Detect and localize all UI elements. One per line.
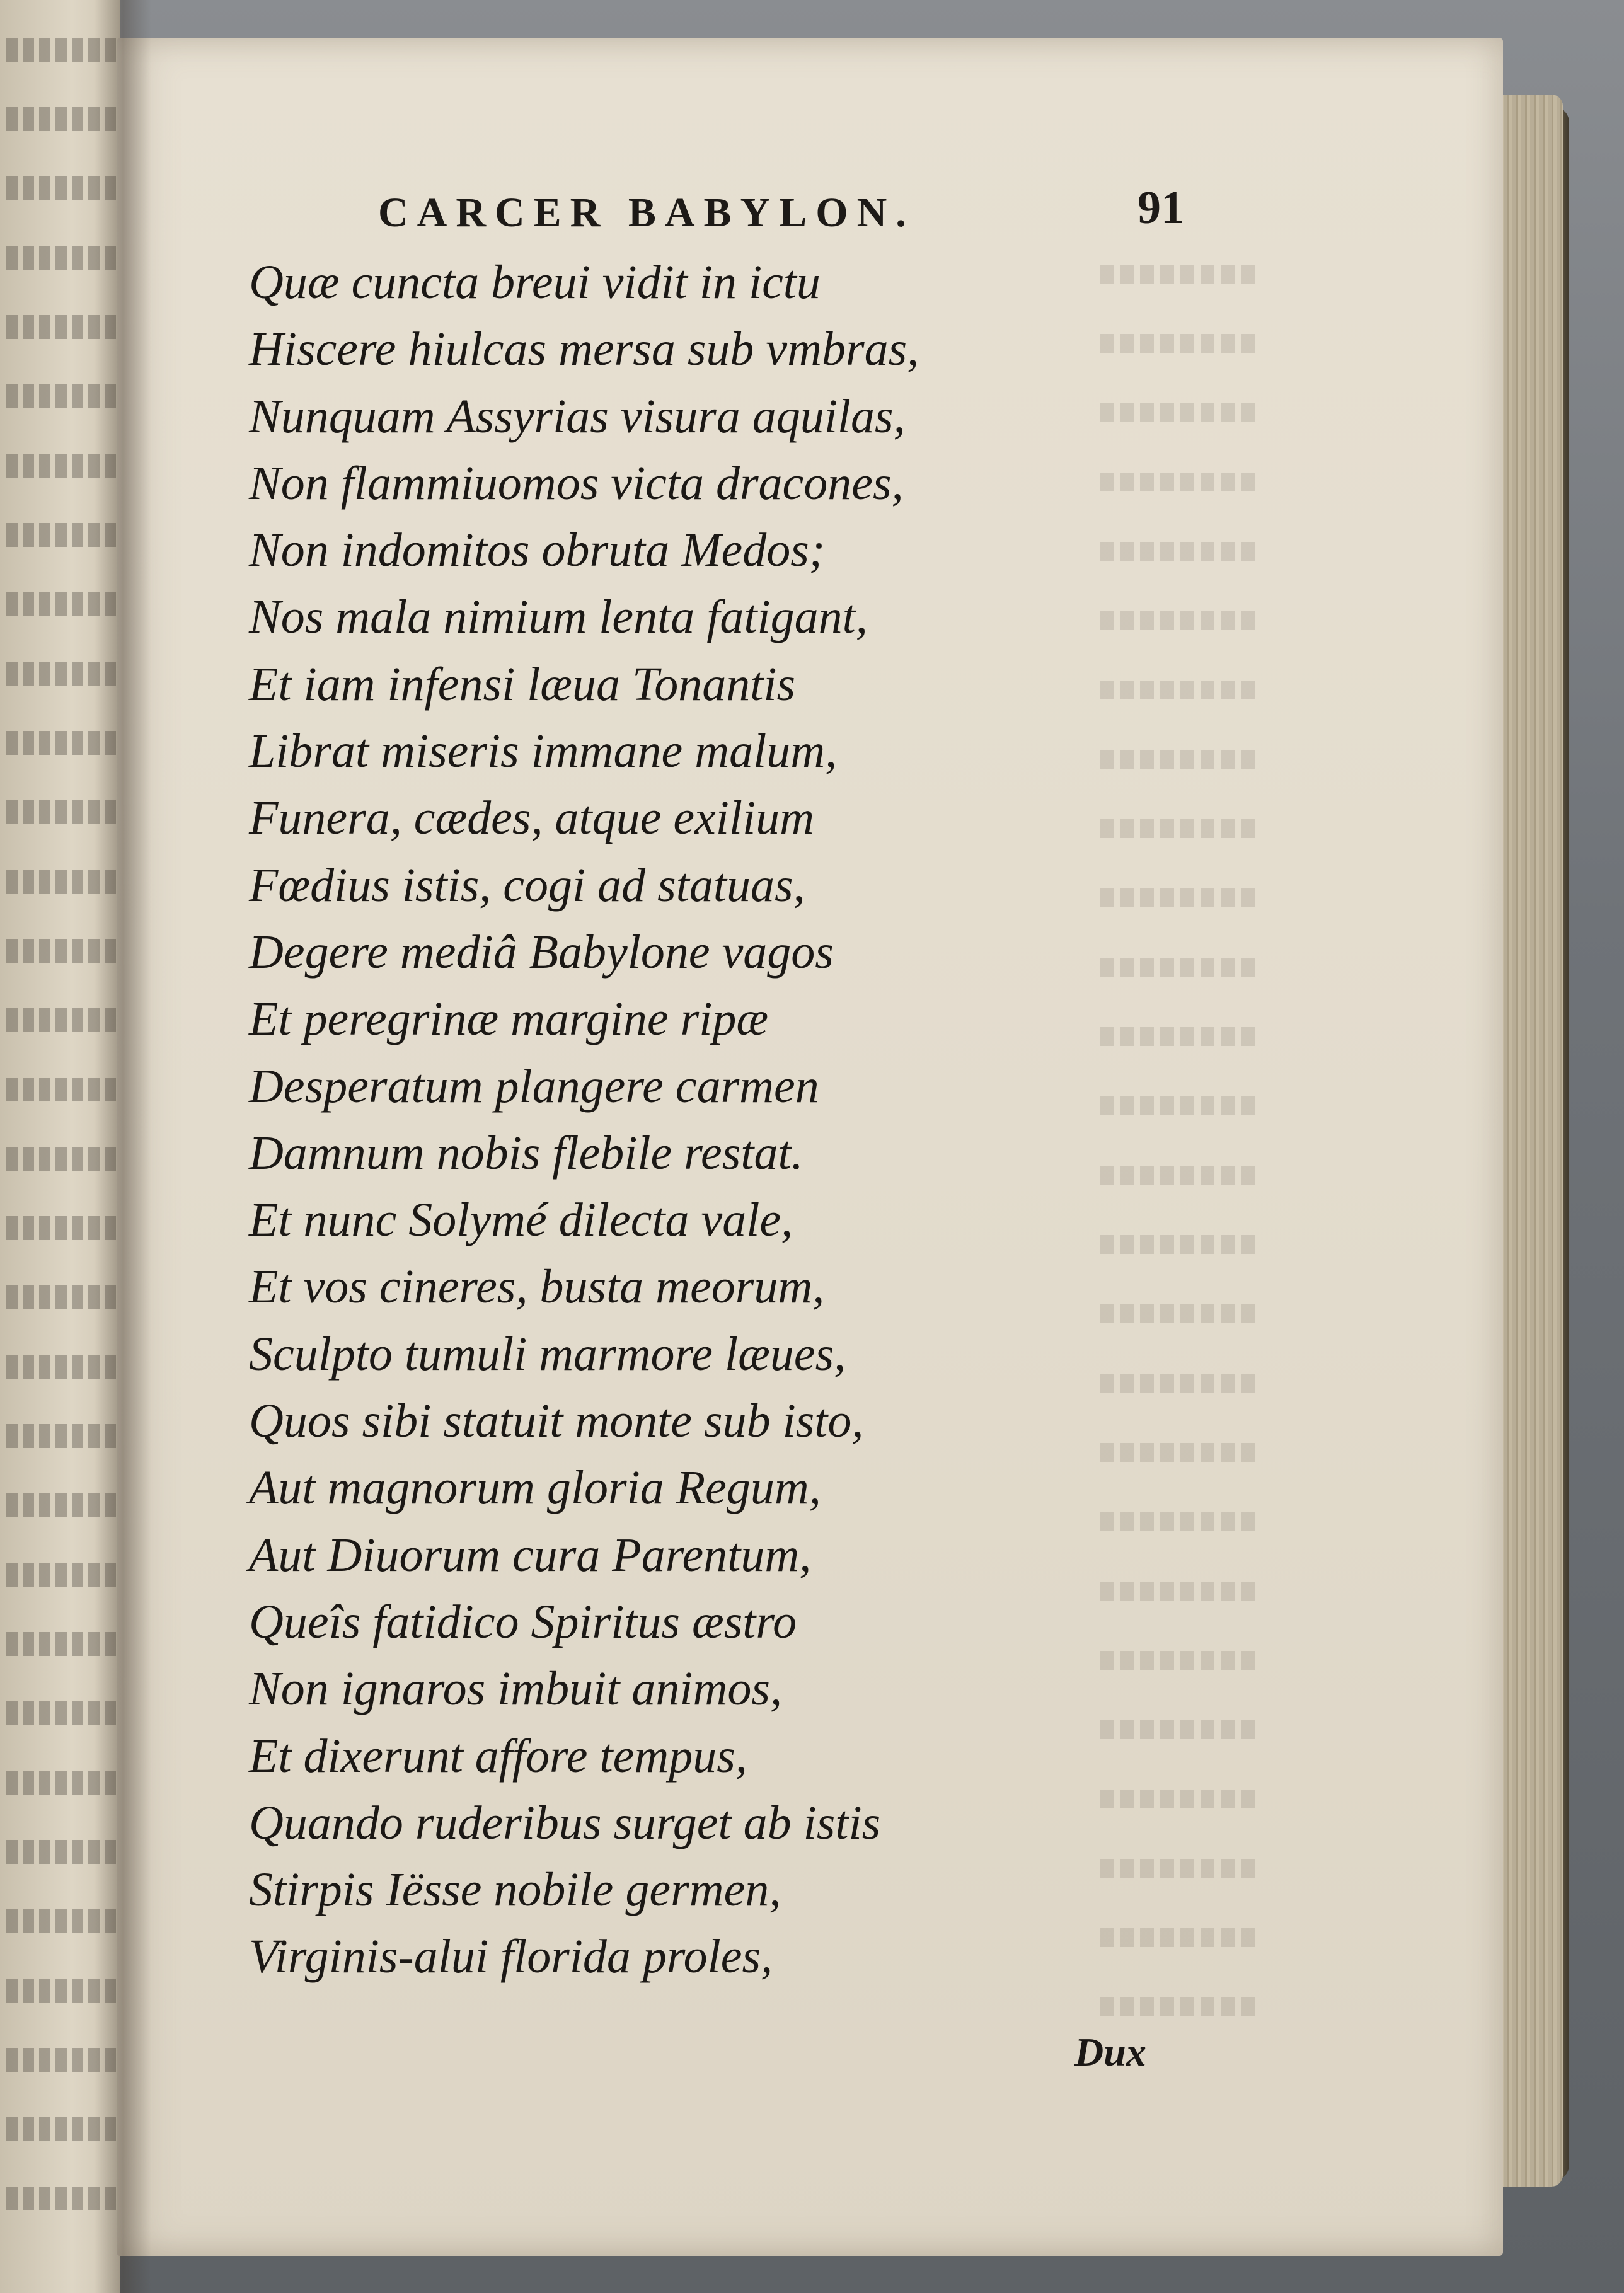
verse-line: Non ignaros imbuit animos, xyxy=(249,1662,782,1716)
verse-line: Et nunc Solymé dilecta vale, xyxy=(249,1193,793,1247)
catchword: Dux xyxy=(1074,2030,1146,2074)
verse-list xyxy=(249,249,1352,1991)
verse-line: Queîs fatidico Spiritus æstro xyxy=(249,1595,797,1648)
verse-line: Aut magnorum gloria Regum, xyxy=(249,1461,821,1515)
verse-line: Aut Diuorum cura Parentum, xyxy=(249,1528,812,1582)
verse-line: Funera, cædes, atque exilium xyxy=(249,791,815,845)
verse-line: Nunquam Assyrias visura aquilas, xyxy=(249,389,906,443)
verse-line: Quando ruderibus surget ab istis xyxy=(249,1796,881,1849)
verse-line: Non flammiuomos victa dracones, xyxy=(249,456,904,510)
show-through-text xyxy=(1100,1997,1257,2016)
verse-line: Et iam infensi læua Tonantis xyxy=(249,657,796,711)
verse-line: Et peregrinæ margine ripæ xyxy=(249,992,769,1046)
verse-line: Quæ cuncta breui vidit in ictu xyxy=(249,256,821,309)
running-head: CARCER BABYLON. xyxy=(378,190,915,236)
verse-line: Damnum nobis flebile restat. xyxy=(249,1126,803,1180)
verse-line: Nos mala nimium lenta fatigant, xyxy=(249,590,868,644)
verse-line: Et dixerunt affore tempus, xyxy=(249,1729,747,1783)
verse-line: Virginis-alui florida proles, xyxy=(249,1930,773,1984)
verse-line: Et vos cineres, busta meorum, xyxy=(249,1260,825,1314)
verse-line: Hiscere hiulcas mersa sub vmbras, xyxy=(249,323,919,376)
verse-line: Fœdius istis, cogi ad statuas, xyxy=(249,858,805,912)
verse-line: Quos sibi statuit monte sub isto, xyxy=(249,1394,864,1448)
verse-line: Desperatum plangere carmen xyxy=(249,1059,819,1113)
verse-line: Sculpto tumuli marmore læues, xyxy=(249,1327,846,1381)
gutter-shadow xyxy=(95,0,151,2293)
verse-line: Degere mediâ Babylone vagos xyxy=(249,925,834,979)
verse-line: Stirpis Iësse nobile germen, xyxy=(249,1863,781,1917)
page-number: 91 xyxy=(1137,182,1184,234)
verse-line: Librat miseris immane malum, xyxy=(249,725,838,778)
verse-line: Non indomitos obruta Medos; xyxy=(249,524,826,577)
